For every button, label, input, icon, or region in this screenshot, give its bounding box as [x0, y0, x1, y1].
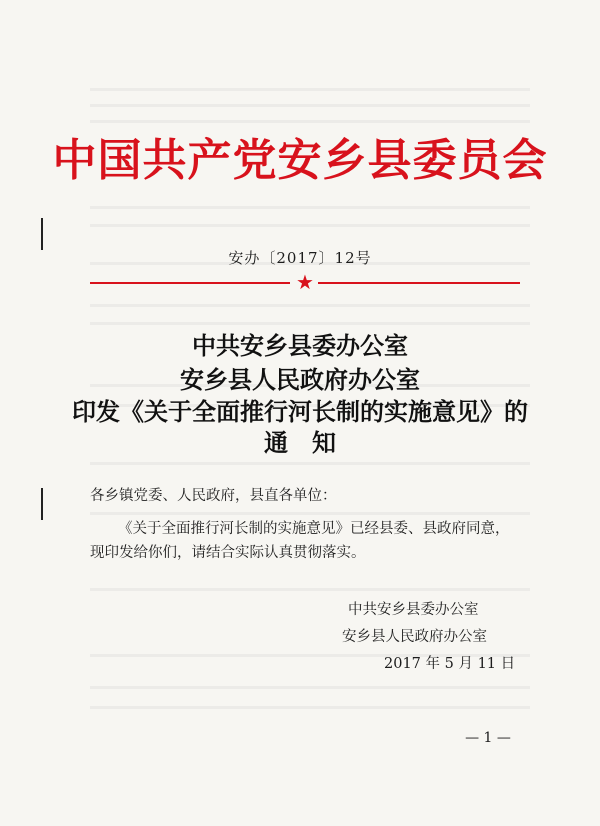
- document-number: 安办〔2017〕12号: [228, 249, 372, 267]
- star-icon: ★: [296, 270, 314, 294]
- page-number: — 1 —: [465, 730, 511, 746]
- bleed-through-line: [90, 206, 530, 209]
- red-separator: [90, 270, 520, 294]
- bleed-through-line: [90, 224, 530, 227]
- notice-title-line-3: 印发《关于全面推行河长制的实施意见》的: [72, 397, 528, 426]
- bleed-through-line: [90, 462, 530, 465]
- bleed-through-line: [90, 512, 530, 515]
- bleed-through-line: [90, 686, 530, 689]
- notice-title-line-4: 通 知: [264, 428, 336, 457]
- bleed-through-line: [90, 88, 530, 91]
- signature-org-1: 中共安乡县委办公室: [348, 602, 479, 618]
- bleed-through-line: [90, 120, 530, 123]
- signature-date: 2017 年 5 月 11 日: [384, 656, 516, 672]
- red-rule-right: [318, 282, 520, 284]
- body-paragraph-line-1: 《关于全面推行河长制的实施意见》已经县委、县政府同意，: [118, 521, 510, 537]
- binding-margin-mark: [41, 218, 43, 250]
- bleed-through-line: [90, 706, 530, 709]
- binding-margin-mark: [41, 488, 43, 520]
- notice-title-line-2: 安乡县人民政府办公室: [180, 365, 420, 394]
- bleed-through-line: [90, 588, 530, 591]
- bleed-through-line: [90, 304, 530, 307]
- masthead-title: 中国共产党安乡县委员会: [52, 135, 548, 186]
- bleed-through-line: [90, 322, 530, 325]
- red-rule-left: [90, 282, 290, 284]
- bleed-through-line: [90, 104, 530, 107]
- signature-org-2: 安乡县人民政府办公室: [342, 629, 487, 645]
- notice-title-line-1: 中共安乡县委办公室: [192, 331, 408, 360]
- addressee-line: 各乡镇党委、人民政府，县直各单位：: [90, 488, 337, 504]
- body-paragraph-line-2: 现印发给你们，请结合实际认真贯彻落实。: [90, 545, 366, 561]
